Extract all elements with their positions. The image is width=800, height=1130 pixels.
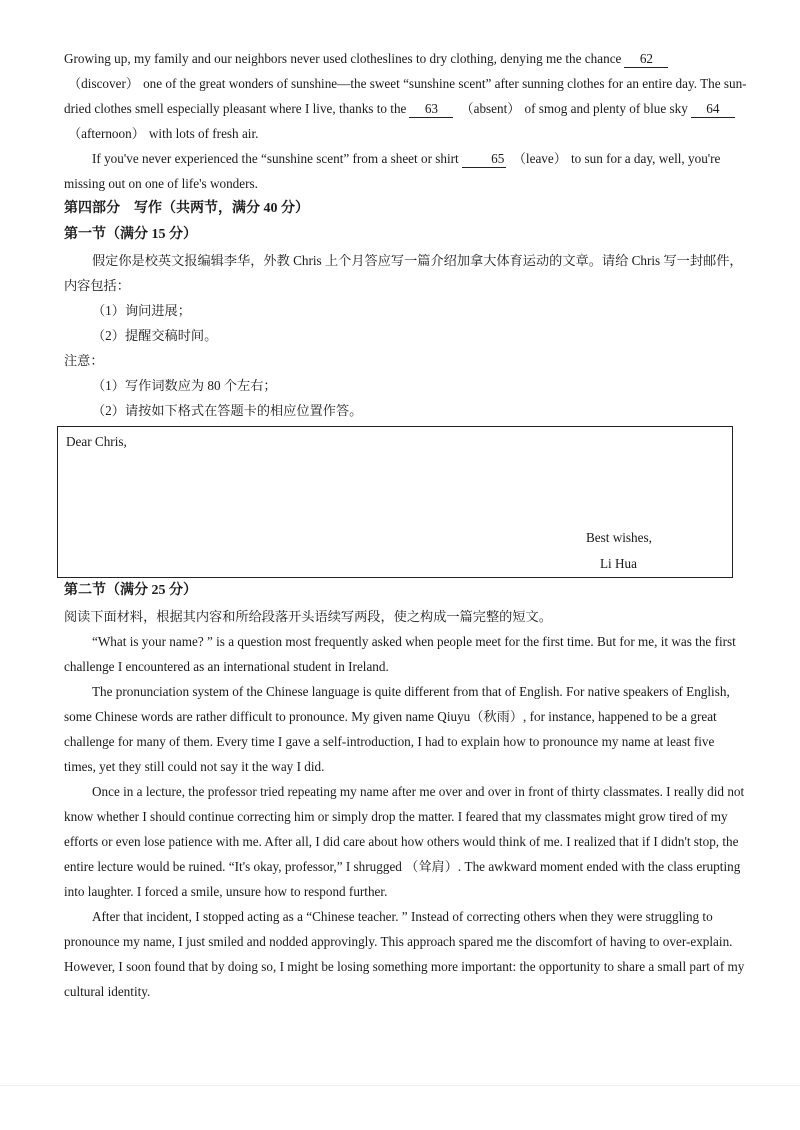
cloze-text-2a: If you've never experienced the “sunshine scent” from a sheet or shirt	[92, 151, 459, 166]
cloze-text-1b: one of the great wonders of sunshine—the sweet “sunshine scent” after sunning clothes for an entire day. The sun-dried clothes smell especially pleasant where I live, thanks to the	[64, 76, 747, 116]
cloze-paragraph-2	[64, 146, 748, 196]
cloze-text-1d: with lots of fresh air.	[148, 126, 259, 141]
note-1: （1）写作词数应为 80 个左右；	[92, 378, 277, 393]
section2-title: 第二节（满分 25 分）	[64, 583, 197, 598]
story-paragraph-4: After that incident, I stopped acting as a “Chinese teacher. ” Instead of correcting others when they were struggling to pronounce my name, I just smiled and nodded approvingly. This approach spared me the discomfort of having to over-explain. However, I soon found that by doing so, I might be losing something more important: the opportunity to share a small part of my cultural identity.	[64, 909, 745, 999]
cloze-paragraph-1	[64, 46, 748, 146]
letter-signature: Li Hua	[600, 556, 637, 571]
cloze-text-2b: to sun for a day, well, you're missing out on one of life's wonders.	[64, 151, 721, 191]
notes-label: 注意：	[64, 353, 104, 368]
exam-page	[64, 46, 748, 1004]
story-paragraph-1: “What is your name? ” is a question most frequently asked when people meet for the first time. But for me, it was the first challenge I encountered as an international student in Ireland.	[64, 634, 736, 674]
letter-closing: Best wishes,	[586, 530, 652, 545]
hint-65: （leave）	[512, 151, 567, 166]
hint-63: （absent）	[460, 101, 521, 116]
letter-greeting: Dear Chris,	[66, 434, 127, 449]
section1-prompt: 假定你是校英文报编辑李华，外教 Chris 上个月答应写一篇介绍加拿大体育运动的文章。请给 Chris 写一封邮件，内容包括：	[64, 253, 743, 293]
cloze-text-1a: Growing up, my family and our neighbors never used clotheslines to dry clothing, denying me the chance	[64, 51, 622, 66]
letter-answer-box	[57, 426, 733, 578]
hint-62: （discover）	[68, 76, 140, 91]
blank-62: 62	[624, 50, 668, 68]
section1-item-2: （2）提醒交稿时间。	[92, 328, 218, 343]
story-paragraph-2: The pronunciation system of the Chinese language is quite different from that of English. For native speakers of English, some Chinese words are rather difficult to pronounce. My given name Qiuyu（秋雨）, for instance, happened to be a great challenge for many of them. Every time I gave a self-introduction, I had to explain how to pronounce my name at least five times, yet they still could not say it the way I did.	[64, 684, 730, 774]
blank-63: 63	[409, 100, 453, 118]
blank-65: 65	[462, 150, 506, 168]
cloze-text-1c: of smog and plenty of blue sky	[524, 101, 688, 116]
hint-64: （afternoon）	[68, 126, 145, 141]
blank-64: 64	[691, 100, 735, 118]
section1-title: 第一节（满分 15 分）	[64, 227, 197, 242]
section2-prompt: 阅读下面材料，根据其内容和所给段落开头语续写两段，使之构成一篇完整的短文。	[64, 609, 552, 624]
part4-title: 第四部分 写作（共两节，满分 40 分）	[64, 201, 309, 216]
section1-item-1: （1）询问进展；	[92, 303, 191, 318]
page-footer-divider	[0, 1085, 800, 1086]
story-paragraph-3: Once in a lecture, the professor tried repeating my name after me over and over in front of thirty classmates. I really did not know whether I should continue correcting him or simply drop the matter. I feared that my classmates might grow tired of my efforts or even lose patience with me. After all, I did care about how others would think of me. I realized that if I didn't stop, the entire lecture would be ruined. “It's okay, professor,” I shrugged （耸肩）. The awkward moment ended with the class erupting into laughter. I forced a smile, unsure how to respond further.	[64, 784, 745, 899]
note-2: （2）请按如下格式在答题卡的相应位置作答。	[92, 403, 363, 418]
